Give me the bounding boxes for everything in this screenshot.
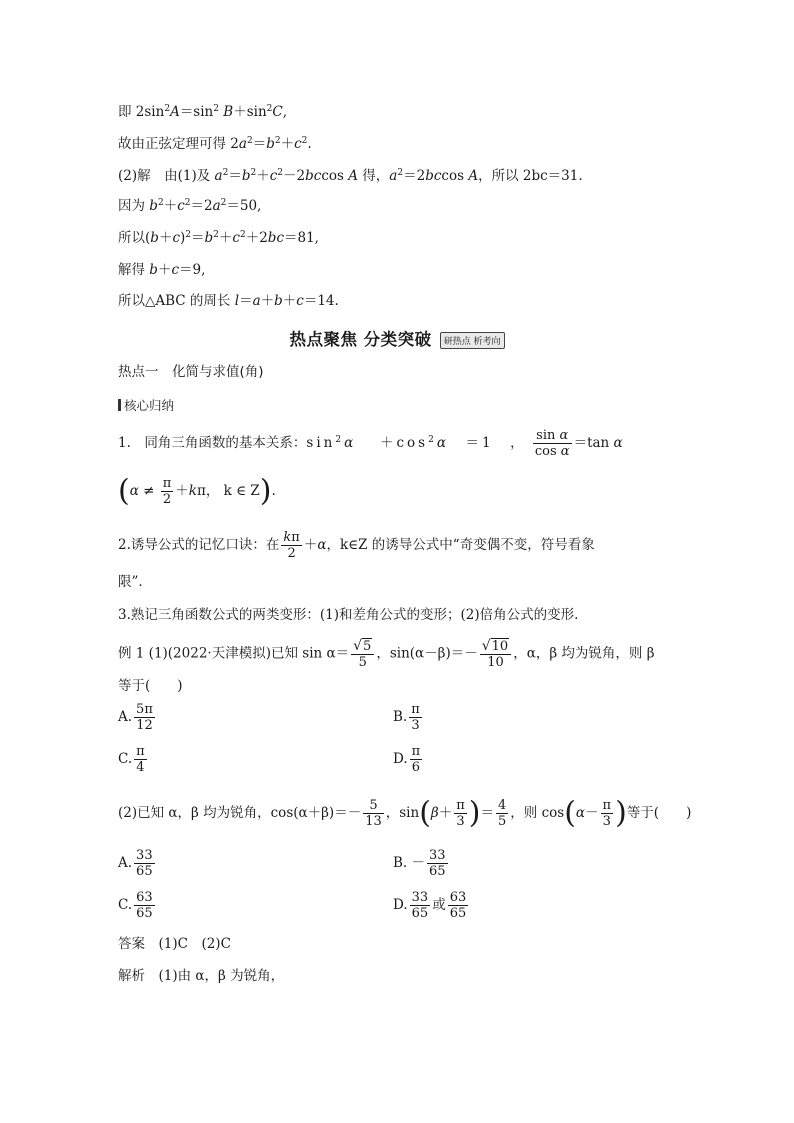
example2-option-c[interactable]: C. $\frac{63}{65}$: [118, 890, 153, 921]
example1-option-c[interactable]: C. $\frac{\pi}{4}$: [118, 744, 145, 775]
example1-stem-cont: 等于( ): [118, 678, 183, 694]
section-tag: 研热点 析考向: [440, 332, 505, 349]
example1-option-b[interactable]: B. $\frac{\pi}{3}$: [393, 702, 420, 733]
summary-item-1-cond: (α ≠ $\frac{\pi}{2}$ ＋kπ， k ∈ Z).: [118, 473, 276, 509]
example2-option-a[interactable]: A. $\frac{33}{65}$: [118, 848, 153, 879]
summary-heading: 核心归纳: [118, 396, 174, 416]
example1-option-d[interactable]: D. $\frac{\pi}{6}$: [393, 744, 421, 775]
analysis-line: 解析 (1)由 α，β 为锐角，: [118, 968, 285, 984]
summary-item-2-cont: 限”．: [118, 574, 152, 590]
proof-line-3: (2)解 由(1)及 $a^2=b^2+c^2-2bccos$ A 得，$a^2=2bccos$ A，所以 2bc＝31.: [118, 168, 583, 184]
proof-line-5: 所以$(b+c)^2=b^2+c^2+2bc=81$,: [118, 230, 319, 246]
proof-line-1: 即 $2\sin^2A=\sin^2$ $B+\sin^2C$,: [118, 104, 288, 120]
example2-stem: (2)已知 α，β 均为锐角，cos(α＋β)＝－ $\frac{5}{13}$ ，sin(β＋ $\frac{\pi}{3}$ )＝ $\frac{4}{5}$ ，则 cos(α－ $\frac{\pi}{3}$ )等于( ): [118, 795, 692, 831]
proof-line-7: 所以△ABC 的周长 l＝a＋b＋c＝14.: [118, 293, 339, 309]
summary-item-3: 3.熟记三角函数公式的两类变形：(1)和差角公式的变形；(2)倍角公式的变形.: [118, 607, 579, 623]
example2-option-d[interactable]: D. $\frac{33}{65}$ 或 $\frac{63}{65}$: [393, 890, 467, 921]
proof-line-6: 解得 b＋c＝9,: [118, 262, 206, 278]
section-title: 热点聚焦 分类突破 研热点 析考向: [0, 326, 794, 350]
example1-stem: 例 1 (1)(2022·天津模拟)已知 sin α＝ $\frac{√5}{5}$ ，sin(α－β)＝－ $\frac{√10}{10}$ ，α，β 均为锐角，则 β: [118, 638, 655, 670]
summary-item-1: 1. 同角三角函数的基本关系：$\sin^2\alpha$ $+\cos^2\alpha$ ＝1 ， $\frac{\text{sin α}}{\text{cos α}}$ ＝tan α: [118, 428, 623, 459]
heading-bar-icon: [118, 399, 121, 411]
proof-line-4: 因为 $b^2+c^2=2a^2=50$,: [118, 198, 262, 214]
example1-option-a[interactable]: A. $\frac{5\pi}{12}$: [118, 702, 153, 733]
summary-item-2: 2.诱导公式的记忆口诀：在 $\frac{k\pi}{2}$ ＋α，k∈Z 的诱导公式中“奇变偶不变，符号看象: [118, 530, 595, 561]
answer-line: 答案 (1)C (2)C: [118, 936, 231, 952]
example2-option-b[interactable]: B. － $\frac{33}{65}$: [393, 848, 446, 879]
hotspot-heading: 热点一 化简与求值(角): [118, 364, 264, 380]
proof-line-2: 故由正弦定理可得 $2a^2=b^2+c^2$.: [118, 136, 312, 152]
